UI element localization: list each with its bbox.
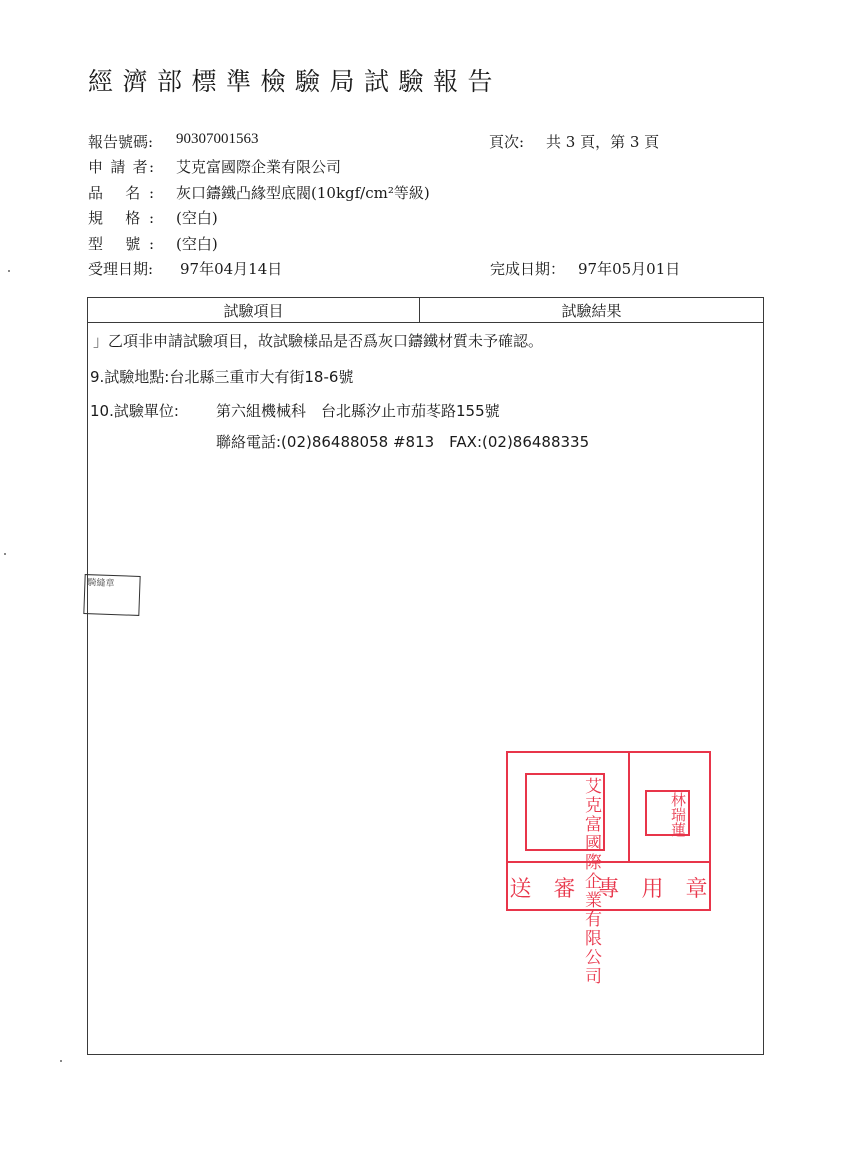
- scan-speck: [8, 270, 10, 272]
- product-value: 灰口鑄鐵凸緣型底閥(10kgf/cm²等級): [176, 184, 430, 202]
- report-no-value: 90307001563: [176, 131, 259, 147]
- completed-date-label: 完成日期：: [490, 260, 566, 278]
- pages-label: 頁次:: [489, 133, 525, 151]
- company-seal: 艾克富國際企業有限公司: [525, 773, 605, 851]
- test-unit-value: 第六組機械科 台北縣汐止市茄苳路155號: [216, 402, 500, 420]
- scan-speck: [60, 1060, 62, 1062]
- header-test-item: 試驗項目: [88, 298, 420, 322]
- table-header-row: [88, 298, 763, 323]
- scan-speck: [4, 553, 6, 555]
- product-label: [88, 182, 154, 203]
- seam-stamp: 騎縫章: [83, 574, 140, 616]
- header-test-result: 試驗結果: [561, 301, 622, 320]
- completed-date-value: 97年05月01日: [578, 260, 681, 278]
- received-date-value: 97年04月14日: [180, 260, 283, 278]
- product-label-text: 品 名:: [88, 184, 154, 202]
- model-value: (空白): [176, 235, 218, 253]
- document-title: 經濟部標準檢驗局試驗報告: [88, 67, 503, 96]
- table-note: 」乙項非申請試驗項目，故試驗樣品是否爲灰口鑄鐵材質未予確認。: [93, 332, 544, 350]
- test-location: 9.試驗地點:台北縣三重市大有街18-6號: [90, 368, 354, 386]
- spec-label: [88, 207, 154, 228]
- contact-info: 聯絡電話:(02)86488058 #813 FAX:(02)86488335: [216, 433, 590, 451]
- model-label-text: 型 號:: [88, 235, 154, 253]
- pages-value: 共 3 頁，第 3 頁: [546, 133, 660, 151]
- stamp-caption: 送審專用章: [509, 876, 730, 902]
- report-no-label: 報告號碼:: [88, 133, 154, 151]
- applicant-label: [88, 156, 154, 177]
- model-label: [88, 233, 154, 254]
- spec-value: (空白): [176, 209, 218, 227]
- submission-stamp: [506, 751, 730, 986]
- spec-label-text: 規 格:: [88, 209, 154, 227]
- applicant-label-text: 申 請 者:: [88, 158, 154, 176]
- personal-seal: 林瑞蓮: [645, 790, 690, 836]
- received-date-label: 受理日期:: [88, 260, 154, 278]
- applicant-value: 艾克富國際企業有限公司: [176, 158, 342, 176]
- stamp-divider: [628, 753, 630, 863]
- test-unit-label: 10.試驗單位:: [90, 402, 179, 420]
